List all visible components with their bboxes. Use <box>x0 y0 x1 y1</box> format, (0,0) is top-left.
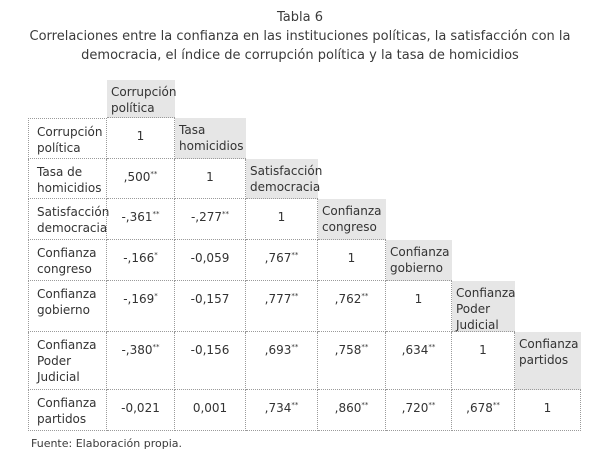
significance-mark: ** <box>291 401 299 409</box>
table-cell <box>107 281 175 332</box>
label-line: gobierno <box>37 303 90 317</box>
cell-value: ,634 <box>401 343 429 357</box>
significance-mark: ** <box>428 401 436 409</box>
cell-value: -,169 <box>123 292 155 306</box>
cell-value: 1 <box>543 401 552 415</box>
label-line: congreso <box>322 220 377 234</box>
significance-mark: ** <box>492 401 500 409</box>
table-cell <box>318 332 386 390</box>
cell-value: -0,059 <box>190 251 230 265</box>
row-label <box>28 199 110 240</box>
label-line: Corrupción <box>37 125 103 139</box>
cell-value: 1 <box>347 251 356 265</box>
label-line: Confianza <box>322 204 382 218</box>
cell-value: -,361 <box>121 210 153 224</box>
row-label <box>28 390 107 431</box>
label-line: Confianza <box>37 246 97 260</box>
cell-value: ,860 <box>334 401 362 415</box>
cell-value: ,777 <box>264 292 292 306</box>
label-line: partidos <box>37 412 87 426</box>
row-label <box>28 159 107 199</box>
column-header <box>386 240 452 281</box>
table-cell <box>386 332 452 390</box>
label-line: Corrupción <box>111 85 177 99</box>
column-header <box>515 332 581 390</box>
column-header <box>107 80 175 118</box>
significance-mark: ** <box>291 343 299 351</box>
table-source: Fuente: Elaboración propia. <box>31 437 183 450</box>
table-cell <box>318 240 386 281</box>
significance-mark: ** <box>152 343 160 351</box>
cell-value: -0,157 <box>190 292 230 306</box>
cell-value: -,166 <box>123 251 155 265</box>
cell-value: ,678 <box>466 401 493 415</box>
significance-mark: * <box>154 251 158 259</box>
cell-value: -0,021 <box>121 401 160 415</box>
label-line: política <box>111 101 155 115</box>
cell-value: ,693 <box>264 343 292 357</box>
table-cell <box>175 281 246 332</box>
significance-mark: ** <box>361 401 369 409</box>
significance-mark: ** <box>150 170 158 178</box>
table-cell <box>175 240 246 281</box>
label-line: Tasa de <box>37 165 83 179</box>
row-label <box>28 118 107 159</box>
table-cell <box>107 332 175 390</box>
table-cell <box>107 118 175 159</box>
table-cell <box>318 390 386 431</box>
table-cell <box>386 281 452 332</box>
label-line: Confianza <box>390 245 450 259</box>
table-cell <box>107 199 175 240</box>
row-label <box>28 240 107 281</box>
table-cell <box>246 199 318 240</box>
cell-value: ,767 <box>264 251 292 265</box>
cell-value: ,734 <box>264 401 292 415</box>
table-cell <box>107 240 175 281</box>
label-line: gobierno <box>390 261 443 275</box>
cell-value: ,500 <box>123 170 151 184</box>
table-cell <box>175 332 246 390</box>
table-cell <box>452 390 515 431</box>
column-header <box>318 199 386 240</box>
column-header <box>452 281 515 332</box>
table-cell <box>175 199 246 240</box>
row-label <box>28 332 107 390</box>
significance-mark: ** <box>152 210 160 218</box>
label-line: política <box>37 141 81 155</box>
table-cell <box>246 281 318 332</box>
table-caption <box>0 8 600 65</box>
table-cell <box>246 332 318 390</box>
table-cell <box>175 159 246 199</box>
table-cell <box>107 159 175 199</box>
label-line: homicidios <box>179 139 244 153</box>
cell-value: -,277 <box>190 210 223 224</box>
cell-value: ,720 <box>401 401 429 415</box>
table-cell <box>107 390 175 431</box>
label-line: Satisfacción <box>250 164 323 178</box>
label-line: Judicial <box>37 370 80 384</box>
label-line: Satisfacción <box>37 205 110 219</box>
cell-value: 1 <box>277 210 286 224</box>
table-cell <box>515 390 581 431</box>
label-line: Poder <box>456 302 491 316</box>
table-cell <box>246 390 318 431</box>
significance-mark: ** <box>428 343 436 351</box>
label-line: democracia <box>37 221 108 235</box>
significance-mark: * <box>154 292 158 300</box>
cell-value: 1 <box>136 129 145 143</box>
significance-mark: ** <box>361 343 369 351</box>
significance-mark: ** <box>361 292 369 300</box>
cell-value: -0,156 <box>190 343 230 357</box>
table-number: Tabla 6 <box>277 10 323 25</box>
label-line: democracia <box>250 180 321 194</box>
label-line: congreso <box>37 262 92 276</box>
label-line: Judicial <box>456 318 499 332</box>
label-line: Confianza <box>37 338 97 352</box>
label-line: Tasa <box>179 123 206 137</box>
label-line: Poder <box>37 354 72 368</box>
label-line: Confianza <box>456 286 516 300</box>
cell-value: 1 <box>206 170 214 184</box>
table-cell <box>246 240 318 281</box>
cell-value: -,380 <box>121 343 153 357</box>
table-cell <box>175 390 246 431</box>
cell-value: ,762 <box>334 292 362 306</box>
column-header <box>246 159 323 199</box>
table-title-line-1: Correlaciones entre la confianza en las instituciones políticas, la satisfacción con la <box>29 29 571 44</box>
row-label <box>28 281 107 332</box>
label-line: partidos <box>519 353 569 367</box>
cell-value: 0,001 <box>192 401 228 415</box>
label-line: Confianza <box>37 287 97 301</box>
cell-value: 1 <box>479 343 487 357</box>
column-header <box>175 118 246 159</box>
significance-mark: ** <box>222 210 230 218</box>
significance-mark: ** <box>291 292 299 300</box>
table-cell <box>452 332 515 390</box>
significance-mark: ** <box>291 251 299 259</box>
table-cell <box>318 281 386 332</box>
label-line: Confianza <box>37 396 97 410</box>
label-line: homicidios <box>37 181 102 195</box>
cell-value: 1 <box>414 292 423 306</box>
cell-value: ,758 <box>334 343 362 357</box>
table-cell <box>386 390 452 431</box>
table-title-line-2: democracia, el índice de corrupción política y la tasa de homicidios <box>81 48 519 63</box>
label-line: Confianza <box>519 337 579 351</box>
